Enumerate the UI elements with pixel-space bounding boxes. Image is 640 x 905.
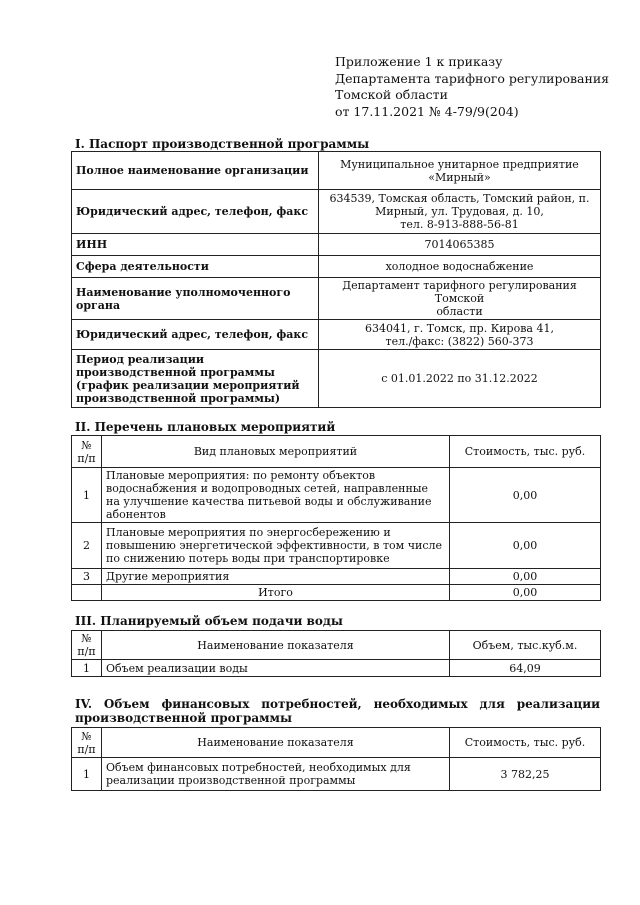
section-2-title: II. Перечень плановых мероприятий [75,420,336,434]
row-name: Объем финансовых потребностей, необходимых для реализации производственной программы [102,758,450,791]
value-line: тел./факс: (3822) 560-373 [385,334,534,348]
value-line: с 01.01.2022 по 31.12.2022 [381,372,538,385]
table-row [72,278,601,320]
row-value [319,256,601,278]
value-line: «Мирный» [428,170,491,184]
row-value [319,152,601,190]
row-label: Период реализации производственной программы (график реализации мероприятий производственной программы) [72,350,319,408]
row-name: Объем реализации воды [102,660,450,677]
appendix-header [335,54,609,120]
section-3-title: III. Планируемый объем подачи воды [75,614,343,628]
table-row [72,234,601,256]
appendix-line: от 17.11.2021 № 4-79/9(204) [335,103,519,119]
row-num: 1 [72,468,102,523]
value-line: холодное водоснабжение [385,260,534,273]
row-value [319,190,601,234]
appendix-line: Департамента тарифного регулирования [335,70,610,86]
row-name: Плановые мероприятия по энергосбережению и повышению энергетической эффективности, в том числе по снижению потерь воды при транспортировке [102,523,450,569]
col-header-name: Наименование показателя [102,728,450,758]
table-row [72,569,601,585]
row-num: 1 [72,660,102,677]
row-label: Сфера деятельности [72,256,319,278]
table-row [72,190,601,234]
col-header-value: Стоимость, тыс. руб. [450,728,601,758]
appendix-line: Томской области [335,87,448,102]
table-row [72,350,601,408]
row-name: Другие мероприятия [102,569,450,585]
row-name: Плановые мероприятия: по ремонту объектов водоснабжения и водопроводных сетей, направленные на улучшение качества питьевой воды и обслуживание абонентов [102,468,450,523]
table-row [72,660,601,677]
col-header-name: Вид плановых мероприятий [102,436,450,468]
value-line: Мирный, ул. Трудовая, д. 10, [375,205,544,218]
col-header-cost: Стоимость, тыс. руб. [450,436,601,468]
water-volume-table [71,630,601,677]
table-row [72,523,601,569]
col-header-name: Наименование показателя [102,631,450,660]
section-1-title: I. Паспорт производственной программы [75,137,370,151]
row-label: Наименование уполномоченного органа [72,278,319,320]
row-label: ИНН [72,234,319,256]
value-line: 7014065385 [424,238,495,251]
row-cost: 0,00 [450,523,601,569]
col-header-num: № п/п [72,436,102,468]
row-num: 1 [72,758,102,791]
row-value [319,234,601,256]
row-label: Юридический адрес, телефон, факс [72,190,319,234]
table-total-row [72,585,601,601]
value-line: тел. 8-913-888-56-81 [400,218,519,231]
value-line: Муниципальное унитарное предприятие [340,157,579,171]
table-header-row [72,631,601,660]
col-header-num: № п/п [72,631,102,660]
appendix-line: Приложение 1 к приказу [335,54,503,69]
value-line: Департамент тарифного регулирования Томской [342,279,577,305]
row-num: 2 [72,523,102,569]
table-header-row [72,728,601,758]
table-row [72,152,601,190]
table-row [72,758,601,791]
row-cost: 0,00 [450,468,601,523]
table-row [72,320,601,350]
table-header-row [72,436,601,468]
table-row [72,256,601,278]
row-label: Полное наименование организации [72,152,319,190]
measures-table [71,435,601,601]
table-row [72,468,601,523]
finance-table [71,727,601,791]
row-value [319,278,601,320]
col-header-num: № п/п [72,728,102,758]
row-cost: 0,00 [450,569,601,585]
total-label: Итого [102,585,450,601]
row-value [319,350,601,408]
row-label: Юридический адрес, телефон, факс [72,320,319,350]
passport-table [71,151,601,408]
value-line: 634041, г. Томск, пр. Кирова 41, [365,321,554,335]
row-value [319,320,601,350]
total-num [72,585,102,601]
value-line: области [436,305,483,318]
row-value: 3 782,25 [450,758,601,791]
total-value: 0,00 [450,585,601,601]
value-line: 634539, Томская область, Томский район, п. [329,192,590,205]
section-4-title: IV. Объем финансовых потребностей, необходимых для реализации производственной программы [75,697,600,725]
col-header-value: Объем, тыс.куб.м. [450,631,601,660]
row-num: 3 [72,569,102,585]
row-value: 64,09 [450,660,601,677]
